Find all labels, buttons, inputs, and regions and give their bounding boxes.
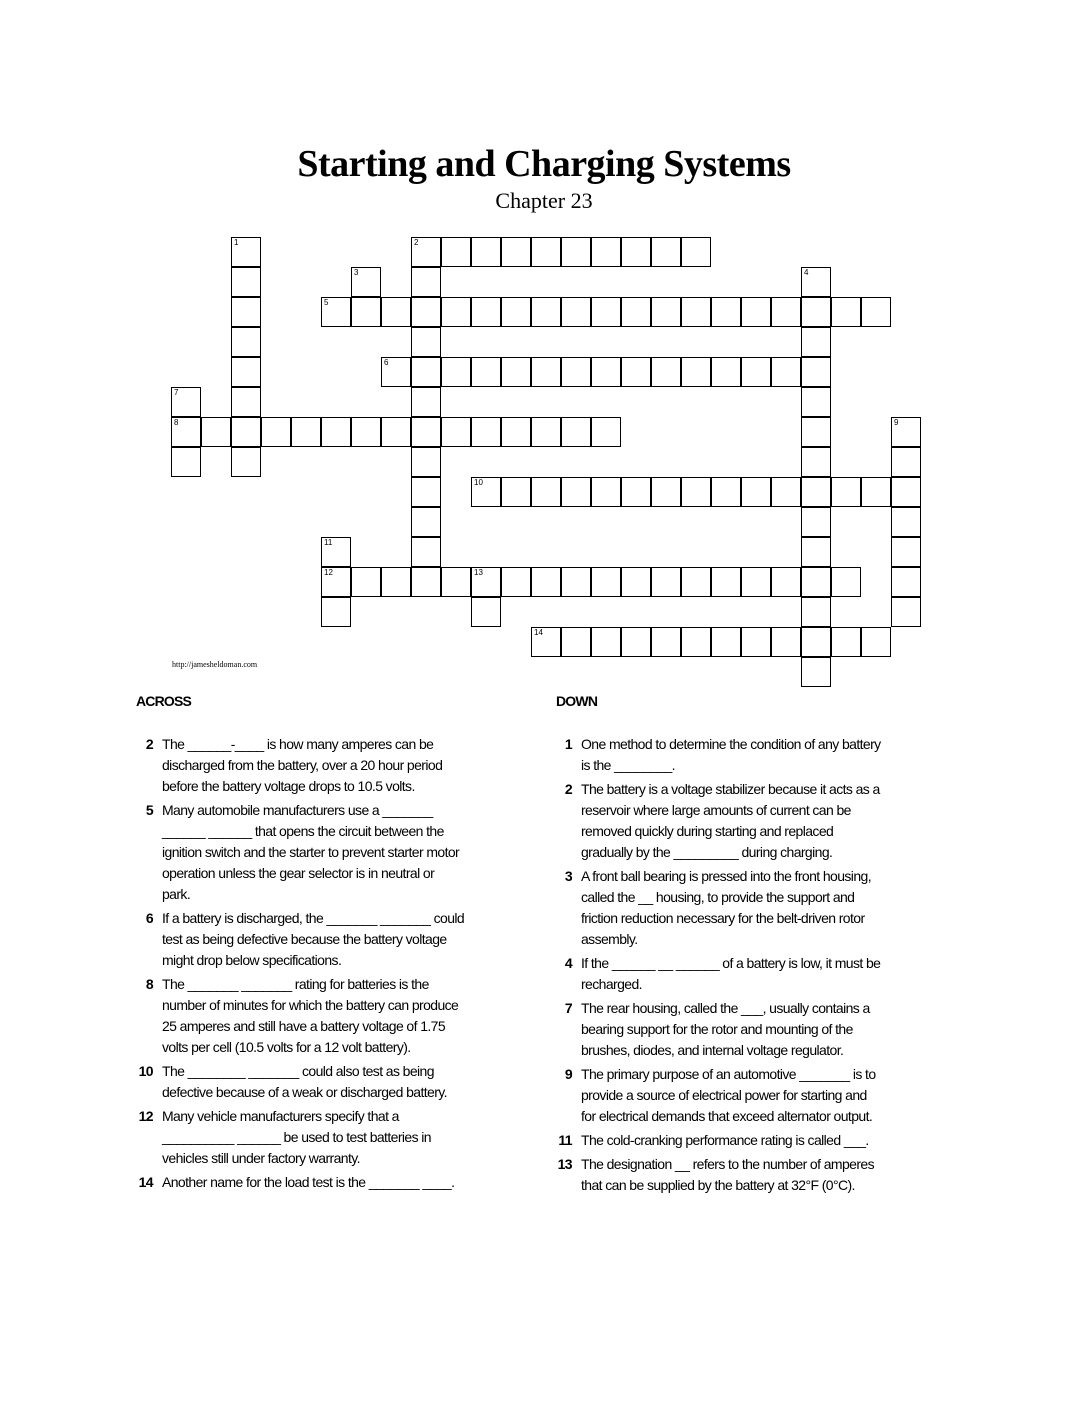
grid-cell[interactable] [171,447,201,477]
clue-across-8 [125,974,465,1058]
clue-text: The rear housing, called the ___, usually contains a bearing support for the rotor and mounting of the brushes, diodes, and internal voltage regulator. [581,1000,870,1058]
clue-text: The primary purpose of an automotive _______ is to provide a source of electrical power for starting and for electrical demands that exceed alternator output. [581,1066,876,1124]
grid-cell[interactable] [651,297,681,327]
clue-across-2 [125,734,465,797]
grid-cell[interactable] [801,297,831,327]
grid-cell[interactable] [801,657,831,687]
grid-cell[interactable] [651,477,681,507]
grid-cell[interactable] [321,417,351,447]
grid-cell[interactable] [411,447,441,477]
grid-cell[interactable] [801,417,831,447]
grid-cell[interactable] [741,627,771,657]
grid-cell[interactable] [801,387,831,417]
clue-down-4 [544,953,884,995]
grid-cell[interactable] [621,357,651,387]
clue-text: The ______-____ is how many amperes can be discharged from the battery, over a 20 hour period before the battery voltage drops to 10.5 volts. [162,736,443,794]
clue-number: 12 [138,1108,153,1124]
grid-cell[interactable] [411,477,441,507]
clue-across-5 [125,800,465,905]
grid-cell[interactable] [741,357,771,387]
grid-cell[interactable] [561,237,591,267]
clue-text: One method to determine the condition of any battery is the ________. [581,736,881,773]
clue-text: The designation __ refers to the number of amperes that can be supplied by the battery at 32°F (0°C). [581,1156,874,1193]
grid-cell[interactable] [801,507,831,537]
grid-cell[interactable] [471,297,501,327]
grid-cell[interactable] [831,477,861,507]
cell-number: 3 [354,268,359,277]
cell-number: 14 [534,628,543,637]
grid-cell[interactable] [861,477,891,507]
grid-cell[interactable] [231,297,261,327]
grid-cell[interactable] [381,417,411,447]
grid-cell[interactable] [801,327,831,357]
source-url: http://jamesheldoman.com [172,660,258,669]
clue-number: 3 [564,868,572,884]
grid-cell[interactable] [231,267,261,297]
clue-text: The _______ _______ rating for batteries is the number of minutes for which the battery can produce 25 amperes and still have a battery voltage of 1.75 volts per cell (10.5 volts for a 12 volt battery). [162,976,459,1055]
clue-number: 5 [145,802,153,818]
clue-number: 11 [558,1132,572,1148]
grid-cell[interactable] [411,537,441,567]
grid-cell[interactable] [801,357,831,387]
grid-cell[interactable] [231,387,261,417]
grid-cell[interactable] [231,417,261,447]
clue-down-11 [544,1130,884,1151]
grid-cell[interactable] [891,447,921,477]
clue-number: 10 [138,1063,153,1079]
crossword-grid [0,0,1088,680]
grid-cell[interactable] [741,477,771,507]
clue-across-12 [125,1106,465,1169]
grid-cell[interactable] [411,417,441,447]
grid-cell[interactable] [801,477,831,507]
grid-cell[interactable] [711,567,741,597]
grid-cell[interactable] [501,237,531,267]
cell-number: 4 [804,268,809,277]
grid-cell[interactable] [681,357,711,387]
grid-cell[interactable] [381,357,411,387]
clue-number: 2 [564,781,572,797]
grid-cell[interactable] [741,567,771,597]
clue-text: A front ball bearing is pressed into the front housing, called the __ housing, to provide the support and friction reduction necessary for the belt-driven rotor assembly. [581,868,871,947]
grid-cell[interactable] [801,537,831,567]
cell-number: 13 [474,568,483,577]
grid-cell[interactable] [531,477,561,507]
clue-text: If a battery is discharged, the _______ _______ could test as being defective because the battery voltage might drop below specifications. [162,910,465,968]
grid-cell[interactable] [861,297,891,327]
grid-cell[interactable] [291,417,321,447]
grid-cell[interactable] [171,387,201,417]
grid-cell[interactable] [501,357,531,387]
grid-cell[interactable] [591,567,621,597]
grid-cell[interactable] [861,627,891,657]
grid-cell[interactable] [561,417,591,447]
grid-cell[interactable] [501,477,531,507]
grid-cell[interactable] [561,297,591,327]
grid-cell[interactable] [591,477,621,507]
clue-number: 7 [564,1000,572,1016]
grid-cell[interactable] [531,297,561,327]
grid-cell[interactable] [171,417,201,447]
grid-cell[interactable] [801,567,831,597]
grid-cell[interactable] [441,567,471,597]
grid-cell[interactable] [621,237,651,267]
clue-number: 13 [557,1156,572,1172]
cell-number: 5 [324,298,329,307]
grid-cell[interactable] [411,297,441,327]
grid-cell[interactable] [411,387,441,417]
down-clues [544,734,884,1199]
grid-cell[interactable] [891,417,921,447]
grid-cell[interactable] [771,297,801,327]
clue-across-14 [125,1172,465,1193]
grid-cell[interactable] [471,357,501,387]
grid-cell[interactable] [621,567,651,597]
grid-cell[interactable] [321,567,351,597]
grid-cell[interactable] [771,567,801,597]
grid-cell[interactable] [381,567,411,597]
grid-cell[interactable] [411,327,441,357]
grid-cell[interactable] [201,417,231,447]
grid-cell[interactable] [531,357,561,387]
grid-cell[interactable] [891,537,921,567]
clue-down-3 [544,866,884,950]
grid-cell[interactable] [231,237,261,267]
cell-number: 8 [174,418,179,427]
grid-cell[interactable] [831,627,861,657]
grid-cell[interactable] [711,297,741,327]
clue-number: 8 [145,976,153,992]
clue-down-2 [544,779,884,863]
grid-cell[interactable] [621,627,651,657]
grid-cell[interactable] [771,477,801,507]
grid-cell[interactable] [321,297,351,327]
clue-number: 9 [564,1066,572,1082]
cell-number: 11 [324,538,333,547]
grid-cell[interactable] [891,477,921,507]
grid-cell[interactable] [681,297,711,327]
grid-cell[interactable] [441,417,471,447]
clue-number: 6 [145,910,153,926]
grid-cell[interactable] [471,477,501,507]
clue-number: 4 [564,955,572,971]
grid-cell[interactable] [651,237,681,267]
grid-cell[interactable] [471,237,501,267]
grid-cell[interactable] [591,417,621,447]
grid-cell[interactable] [261,417,291,447]
grid-cell[interactable] [441,357,471,387]
clue-across-6 [125,908,465,971]
grid-cell[interactable] [471,567,501,597]
grid-cell[interactable] [231,357,261,387]
clue-number: 2 [145,736,153,752]
grid-cell[interactable] [801,627,831,657]
clue-down-9 [544,1064,884,1127]
cell-number: 7 [174,388,179,397]
cell-number: 1 [234,238,239,247]
cell-number: 2 [414,238,419,247]
grid-cell[interactable] [681,237,711,267]
clue-text: Many vehicle manufacturers specify that a __________ ______ be used to test batteries in vehicles still under factory warranty. [162,1108,431,1166]
grid-cell[interactable] [351,297,381,327]
grid-cell[interactable] [741,297,771,327]
grid-cell[interactable] [531,237,561,267]
clue-text: Another name for the load test is the _______ ____. [162,1174,455,1190]
grid-cell[interactable] [411,507,441,537]
grid-cell[interactable] [471,597,501,627]
grid-cell[interactable] [591,237,621,267]
grid-cell[interactable] [711,477,741,507]
grid-cell[interactable] [561,357,591,387]
grid-cell[interactable] [681,627,711,657]
grid-cell[interactable] [891,567,921,597]
clue-number: 1 [564,736,572,752]
grid-cell[interactable] [591,627,621,657]
cell-number: 10 [474,478,483,487]
grid-cell[interactable] [651,357,681,387]
grid-cell[interactable] [351,567,381,597]
clue-text: The ________ _______ could also test as being defective because of a weak or discharged battery. [162,1063,447,1100]
grid-cell[interactable] [801,597,831,627]
grid-cell[interactable] [531,627,561,657]
grid-cell[interactable] [771,627,801,657]
grid-cell[interactable] [891,507,921,537]
grid-cell[interactable] [831,567,861,597]
across-clues [125,734,465,1196]
grid-cell[interactable] [681,477,711,507]
grid-cell[interactable] [801,267,831,297]
clue-text: Many automobile manufacturers use a _______ ______ ______ that opens the circuit between the ignition switch and the starter to prevent starter motor operation unless the gear selector is in neutral or park. [162,802,460,902]
grid-cell[interactable] [381,297,411,327]
clue-number: 14 [138,1174,153,1190]
page-title: Starting and Charging Systems [297,143,791,185]
across-heading: ACROSS [136,693,192,709]
grid-cell[interactable] [501,297,531,327]
grid-cell[interactable] [531,417,561,447]
grid-cell[interactable] [651,627,681,657]
clue-text: If the ______ __ ______ of a battery is low, it must be recharged. [581,955,881,992]
grid-cell[interactable] [501,417,531,447]
grid-cell[interactable] [231,327,261,357]
grid-cell[interactable] [441,237,471,267]
grid-cell[interactable] [621,477,651,507]
clue-text: The battery is a voltage stabilizer because it acts as a reservoir where large amounts of current can be removed quickly during starting and replaced gradually by the _________ during charging. [581,781,880,860]
grid-cell[interactable] [711,357,741,387]
clue-down-1 [544,734,884,776]
grid-cell[interactable] [561,567,591,597]
down-heading: DOWN [556,693,598,709]
grid-cell[interactable] [801,447,831,477]
grid-cell[interactable] [411,237,441,267]
grid-cell[interactable] [621,297,651,327]
grid-cell[interactable] [351,267,381,297]
grid-cell[interactable] [591,297,621,327]
grid-cell[interactable] [891,597,921,627]
grid-cell[interactable] [411,567,441,597]
cell-number: 9 [894,418,899,427]
grid-cell[interactable] [321,537,351,567]
grid-cell[interactable] [471,417,501,447]
grid-cell[interactable] [321,597,351,627]
grid-cell[interactable] [231,447,261,477]
grid-cell[interactable] [711,627,741,657]
cell-number: 12 [324,568,333,577]
page-subtitle: Chapter 23 [495,188,593,213]
clue-down-13 [544,1154,884,1196]
clue-across-10 [125,1061,465,1103]
grid-cell[interactable] [411,357,441,387]
clue-text: The cold-cranking performance rating is called ___. [581,1132,869,1148]
grid-cell[interactable] [651,567,681,597]
grid-cell[interactable] [531,567,561,597]
grid-cell[interactable] [771,357,801,387]
grid-cell[interactable] [561,477,591,507]
grid-cell[interactable] [591,357,621,387]
grid-cell[interactable] [501,567,531,597]
grid-cell[interactable] [441,297,471,327]
grid-cell[interactable] [831,297,861,327]
grid-cell[interactable] [561,627,591,657]
grid-cell[interactable] [411,267,441,297]
cell-number: 6 [384,358,389,367]
clue-down-7 [544,998,884,1061]
grid-cell[interactable] [681,567,711,597]
grid-cell[interactable] [351,417,381,447]
